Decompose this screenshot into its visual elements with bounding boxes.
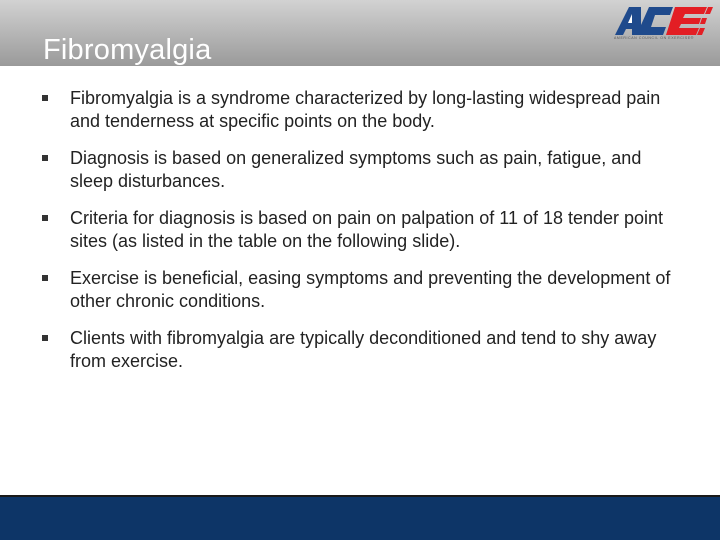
bullet-item (42, 327, 682, 373)
bullet-item (42, 207, 682, 253)
ace-logo (611, 5, 715, 45)
ace-logo-tagline: AMERICAN COUNCIL ON EXERCISE® (614, 36, 694, 40)
square-bullet-icon (42, 275, 48, 281)
slide-title: Fibromyalgia (43, 34, 212, 66)
bullet-text: Diagnosis is based on generalized symptoms such as pain, fatigue, and sleep disturbances. (70, 148, 642, 191)
bullet-item (42, 147, 682, 193)
square-bullet-icon (42, 155, 48, 161)
bullet-item (42, 87, 682, 133)
bullet-item (42, 267, 682, 313)
bullet-text: Fibromyalgia is a syndrome characterized by long-lasting widespread pain and tenderness at specific points on the body. (70, 88, 661, 131)
bullet-list (42, 87, 682, 387)
bullet-text: Clients with fibromyalgia are typically deconditioned and tend to shy away from exercise. (70, 328, 657, 371)
bullet-text: Criteria for diagnosis is based on pain on palpation of 11 of 18 tender point sites (as listed in the table on the following slide). (70, 208, 664, 251)
square-bullet-icon (42, 215, 48, 221)
slide-footer-bar (0, 497, 720, 540)
square-bullet-icon (42, 335, 48, 341)
ace-wordmark-logo (611, 5, 715, 39)
square-bullet-icon (42, 95, 48, 101)
bullet-text: Exercise is beneficial, easing symptoms and preventing the development of other chronic conditions. (70, 268, 671, 311)
